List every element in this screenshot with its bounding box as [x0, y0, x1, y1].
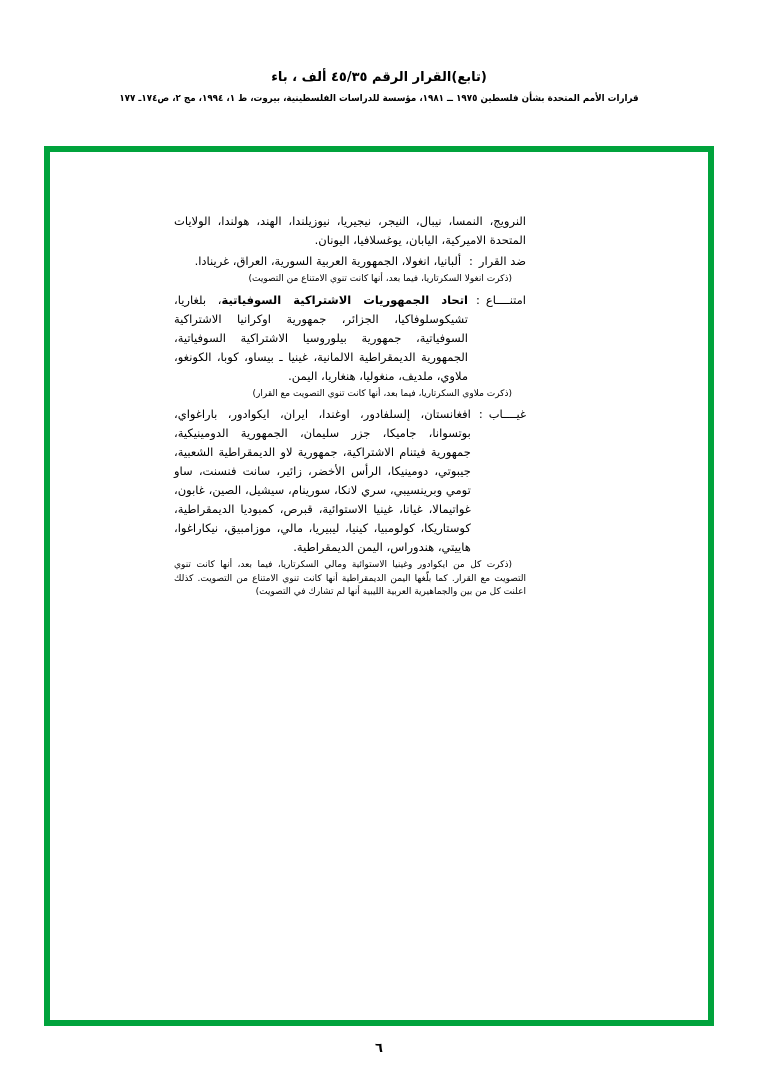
vote-section-colon: : [478, 407, 483, 421]
page-header [0, 70, 758, 104]
content-frame [44, 146, 714, 1026]
vote-section-text: افغانستان، إلسلفادور، اوغندا، ايران، ايكوادور، باراغواي، بوتسوانا، جاميكا، جزر سليمان، الجمهورية الدومينيكية، جمهورية فيتنام الاشتراكية، جمهورية لاو الديمقراطية الشعبية، جيبوتي، دومينيكا، الرأس الأخضر، زائير، سانت فنسنت، ساو تومي وبرينسيبي، سري لانكا، سورينام، سيشيل، الصين، غابون، غواتيمالا، غيانا، غينيا الاستوائية، قبرص، كمبوديا الديمقراطية، كوستاريكا، كولومبيا، كينيا، ليبيريا، مالي، موزامبيق، نيكاراغوا، هاييتي، هندوراس، اليمن الديمقراطية. [174, 407, 471, 554]
vote-section-note: (ذكرت انغولا السكرتاريا، فيما بعد، أنها كانت تنوي الامتناع من التصويت) [248, 274, 512, 284]
vote-section-abstain [174, 291, 526, 386]
vote-section-against [174, 252, 526, 271]
page-number: ٦ [375, 1041, 383, 1056]
vote-section-colon: : [469, 254, 473, 268]
vote-section-text: ألبانيا، انغولا، الجمهورية العربية السورية، العراق، غرينادا. [194, 254, 462, 268]
intro-paragraph: النرويج، النمسا، نيبال، النيجر، نيجيريا، نيوزيلندا، الهند، هولندا، الولايات المتحدة الاميركية، اليابان، يوغسلافيا، اليونان. [174, 214, 526, 247]
vote-section-label: امتنــــاع [485, 292, 526, 307]
vote-section-absent [174, 405, 526, 557]
vote-section-note: (ذكرت كل من ايكوادور وغينيا الاستوائية ومالي السكرتاريا، فيما بعد، أنها كانت تنوي التصويت مع القرار. كما بلّغها اليمن الديمقراطية أنها كانت تنوي الامتناع من التصويت. كذلك اعلنت كل من بين والجماهيرية العربية الليبية أنها لم تشارك في التصويت) [174, 560, 526, 597]
vote-section-colon: : [475, 292, 480, 307]
vote-section-text: اتحاد الجمهوريات الاشتراكية السوفياتية، بلغاريا، تشيكوسلوفاكيا، الجزائر، جمهورية اوكرانيا الاشتراكية السوفياتية، جمهورية بيلوروسيا الاشتراكية السوفياتية، الجمهورية الديمقراطية الالمانية، غينيا ـ بيساو، كوبا، الكونغو، ملاوي، ملديف، منغوليا، هنغاريا، اليمن. [174, 292, 468, 383]
document-body [174, 212, 526, 604]
vote-section-label: غيــــاب [488, 407, 526, 421]
vote-section-note: (ذكرت ملاوي السكرتاريا، فيما بعد، أنها كانت تنوي التصويت مع القرار) [252, 388, 512, 399]
source-citation: قرارات الأمم المتحدة بشأن فلسطين ١٩٧٥ ــ ١٩٨١، مؤسسة للدراسات الفلسطينية، بيروت، ط ١، ١٩٩٤، مج ٢، ص١٧٤ـ ١٧٧ [119, 93, 639, 104]
vote-section-label: ضد القرار [478, 254, 526, 268]
page-title: (تابع)القرار الرقم ٤٥/٣٥ ألف ، باء [271, 70, 487, 85]
